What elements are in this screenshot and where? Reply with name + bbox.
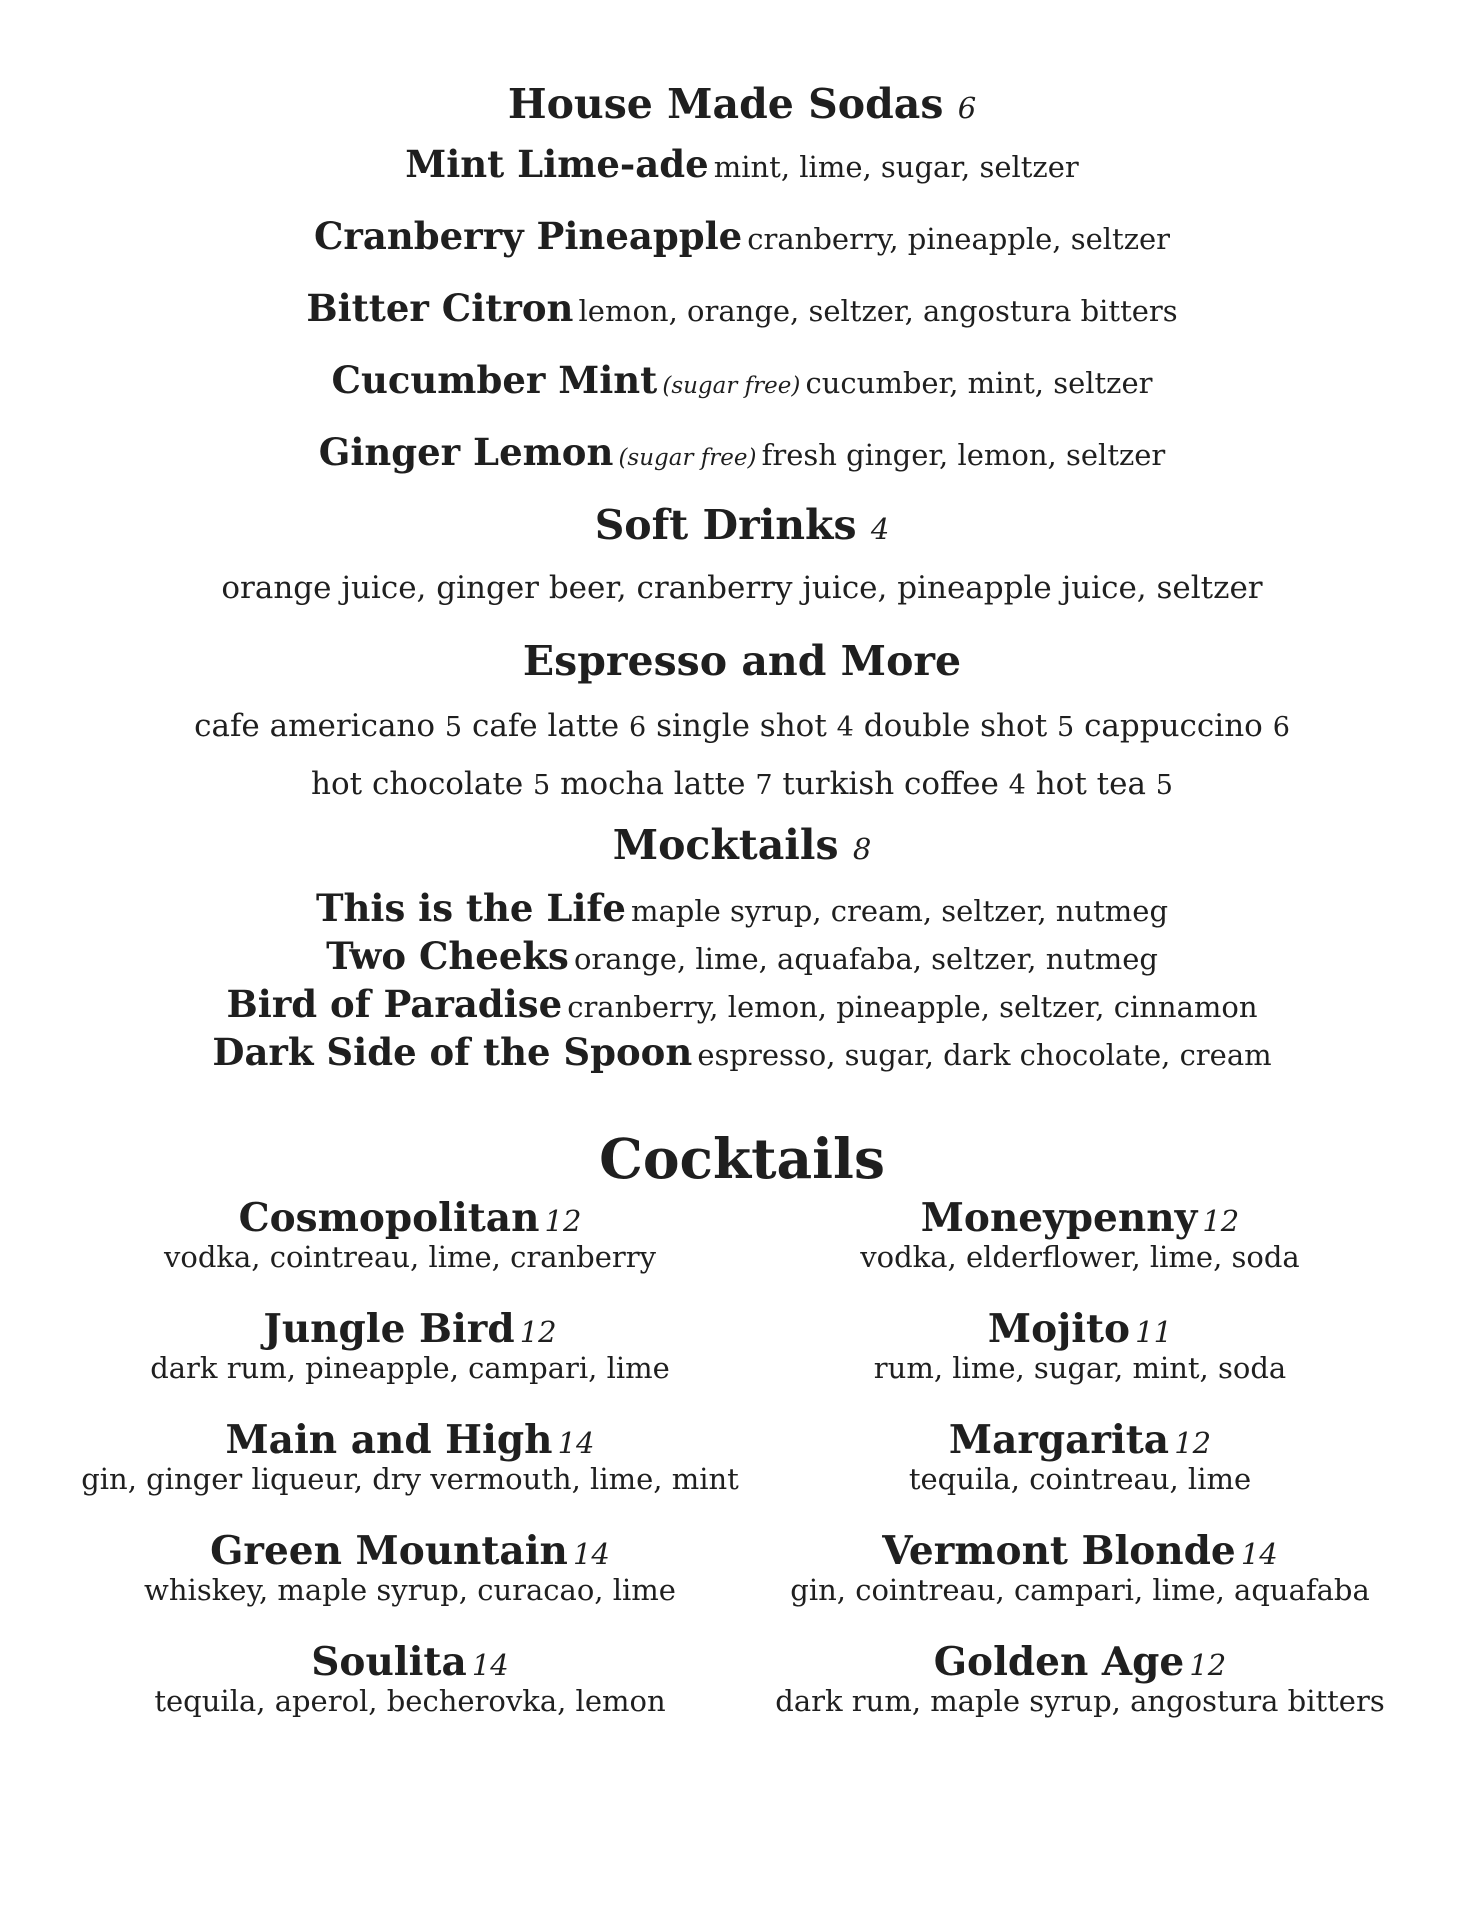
cocktail-price: 14 [572, 1537, 610, 1571]
house-sodas-heading [0, 80, 1484, 128]
soda-item [0, 430, 1484, 474]
cocktail-desc: tequila, aperol, becherovka, lemon [154, 1683, 666, 1718]
cocktail-desc: whiskey, maple syrup, curacao, lime [144, 1572, 676, 1607]
cocktail-item [740, 1417, 1420, 1497]
cocktail-item [740, 1528, 1420, 1608]
espresso-item-name: cafe latte [471, 708, 620, 744]
item-name: Cranberry Pineapple [313, 214, 743, 258]
soda-item [0, 214, 1484, 258]
item-desc: maple syrup, cream, seltzer, nutmeg [630, 894, 1169, 928]
item-desc: mint, lime, sugar, seltzer [713, 150, 1079, 184]
cocktail-name: Vermont Blonde [882, 1528, 1236, 1574]
item-desc: fresh ginger, lemon, seltzer [761, 438, 1166, 472]
cocktail-item [70, 1639, 750, 1719]
cocktail-name: Main and High [225, 1417, 553, 1463]
espresso-item-name: hot chocolate [311, 766, 524, 802]
item-name: Two Cheeks [326, 934, 569, 978]
cocktail-price: 12 [1174, 1426, 1212, 1460]
cocktail-price: 12 [1202, 1204, 1240, 1238]
item-name: Bird of Paradise [226, 982, 563, 1026]
espresso-item-price: 7 [755, 770, 773, 801]
mocktail-item [0, 982, 1484, 1026]
mocktail-item [0, 1030, 1484, 1074]
soft-drinks-heading [0, 501, 1484, 549]
cocktail-item [740, 1195, 1420, 1275]
cocktail-desc: gin, cointreau, campari, lime, aquafaba [790, 1572, 1370, 1607]
espresso-item-price: 4 [836, 712, 854, 743]
soda-item [0, 142, 1484, 186]
espresso-item-name: single shot [656, 708, 827, 744]
section-price: 8 [852, 832, 872, 866]
cocktail-name: Green Mountain [210, 1528, 568, 1574]
mocktail-item [0, 886, 1484, 930]
item-name: Cucumber Mint [331, 358, 658, 402]
espresso-item-name: turkish coffee [782, 766, 999, 802]
espresso-item-name: hot tea [1035, 766, 1146, 802]
cocktail-item [70, 1528, 750, 1608]
espresso-item-name: cafe americano [194, 708, 436, 744]
section-title: Mocktails [612, 821, 839, 869]
espresso-item-price: 4 [1008, 770, 1026, 801]
espresso-item-name: double shot [863, 708, 1048, 744]
mocktail-item [0, 934, 1484, 978]
espresso-row [0, 708, 1484, 744]
espresso-item-price: 5 [1155, 770, 1173, 801]
soda-item [0, 358, 1484, 402]
item-desc: espresso, sugar, dark chocolate, cream [697, 1038, 1272, 1072]
espresso-row [0, 766, 1484, 802]
cocktail-desc: dark rum, maple syrup, angostura bitters [775, 1683, 1385, 1718]
item-desc: lemon, orange, seltzer, angostura bitters [578, 294, 1178, 328]
item-name: Bitter Citron [306, 286, 574, 330]
item-name: Mint Lime-ade [405, 142, 709, 186]
espresso-item-price: 6 [629, 712, 647, 743]
item-name: Ginger Lemon [318, 430, 614, 474]
item-name: This is the Life [315, 886, 626, 930]
cocktail-name: Soulita [311, 1639, 467, 1685]
cocktail-name: Golden Age [933, 1639, 1185, 1685]
cocktail-name: Margarita [948, 1417, 1170, 1463]
cocktail-item [740, 1639, 1420, 1719]
cocktails-heading: Cocktails [599, 1126, 885, 1191]
cocktail-desc: rum, lime, sugar, mint, soda [873, 1350, 1287, 1385]
section-price: 4 [870, 512, 890, 546]
espresso-item-price: 5 [533, 770, 551, 801]
cocktail-desc: vodka, elderflower, lime, soda [860, 1239, 1300, 1274]
cocktail-name: Mojito [987, 1306, 1131, 1352]
item-name: Dark Side of the Spoon [212, 1030, 693, 1074]
cocktail-desc: dark rum, pineapple, campari, lime [150, 1350, 670, 1385]
item-desc: cranberry, pineapple, seltzer [747, 222, 1171, 256]
espresso-heading: Espresso and More [522, 637, 962, 685]
soft-drinks-list: orange juice, ginger beer, cranberry juice, pineapple juice, seltzer [221, 570, 1263, 606]
cocktail-item [70, 1195, 750, 1275]
cocktail-price: 12 [1189, 1648, 1227, 1682]
espresso-item-price: 6 [1272, 712, 1290, 743]
cocktail-item [70, 1417, 750, 1497]
section-price: 6 [957, 91, 977, 125]
mocktails-heading [0, 821, 1484, 869]
espresso-item-price: 5 [1057, 712, 1075, 743]
cocktail-item [70, 1306, 750, 1386]
soda-item [0, 286, 1484, 330]
cocktail-name: Jungle Bird [263, 1306, 515, 1352]
cocktail-price: 14 [471, 1648, 509, 1682]
item-desc: cucumber, mint, seltzer [805, 366, 1153, 400]
cocktail-item [740, 1306, 1420, 1386]
item-note: (sugar free) [618, 445, 757, 471]
cocktail-price: 12 [544, 1204, 582, 1238]
section-title: House Made Sodas [507, 80, 944, 128]
cocktail-desc: tequila, cointreau, lime [908, 1461, 1252, 1496]
cocktail-price: 12 [519, 1315, 557, 1349]
section-title: Soft Drinks [594, 501, 857, 549]
cocktail-name: Cosmopolitan [238, 1195, 540, 1241]
cocktail-price: 11 [1135, 1315, 1173, 1349]
espresso-item-name: mocha latte [560, 766, 746, 802]
item-desc: cranberry, lemon, pineapple, seltzer, cinnamon [567, 990, 1258, 1024]
item-desc: orange, lime, aquafaba, seltzer, nutmeg [573, 942, 1158, 976]
cocktail-price: 14 [557, 1426, 595, 1460]
espresso-item-price: 5 [444, 712, 463, 743]
cocktail-price: 14 [1240, 1537, 1278, 1571]
cocktail-desc: vodka, cointreau, lime, cranberry [164, 1239, 656, 1274]
cocktail-name: Moneypenny [920, 1195, 1198, 1241]
item-note: (sugar free) [662, 373, 801, 399]
cocktail-desc: gin, ginger liqueur, dry vermouth, lime, mint [81, 1461, 739, 1496]
espresso-item-name: cappuccino [1084, 708, 1263, 744]
